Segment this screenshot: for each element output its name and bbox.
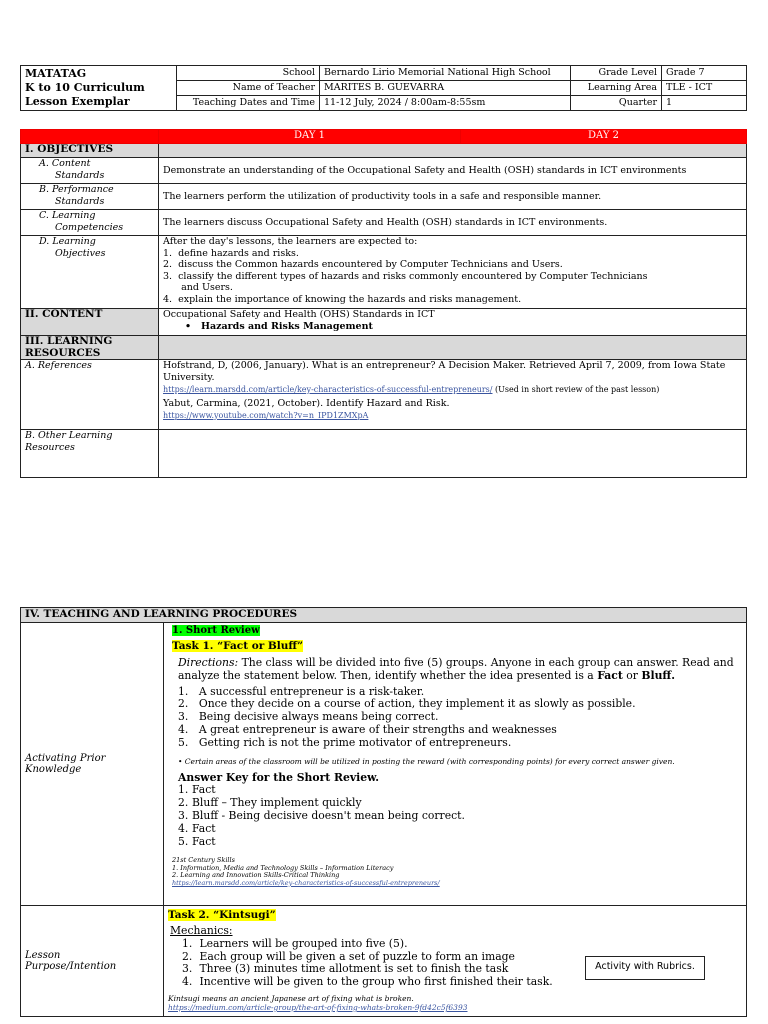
mechanics-item: 2. Each group will be given a set of puzzle to form an image	[182, 949, 515, 963]
objectives-label	[21, 236, 159, 309]
statement-text: Once they decide on a course of action, they implement it as slowly as possible.	[198, 697, 636, 711]
resources-heading-fill	[159, 336, 747, 360]
label-line: Objectives	[55, 247, 106, 259]
short-review-heading: 1. Short Review	[172, 625, 260, 636]
answer-text: Fact	[192, 821, 216, 835]
directions-body: The class will be divided into five (5) groups. Anyone in each group can answer. Read and analyze the statement below. Then, identify whether the idea presented is a	[178, 656, 734, 682]
label-line: Resources	[25, 441, 75, 453]
performance-standards-label	[21, 184, 159, 210]
mechanics-text: Each group will be given a set of puzzle to form an image	[199, 949, 515, 963]
other-resources-label	[21, 430, 159, 478]
day-header-blank	[21, 130, 159, 144]
short-review-cell	[164, 623, 747, 906]
competencies-label	[21, 210, 159, 236]
answer-item: 1. Fact	[178, 783, 216, 797]
statements-list	[172, 686, 740, 750]
label-line: B. Performance	[39, 184, 114, 195]
mechanics-item: 4. Incentive will be given to the group who first finished their task.	[182, 975, 553, 989]
statement-item: 2. Once they decide on a course of action, they implement it as slowly as possible.	[178, 697, 636, 711]
task2-heading: Task 2. “Kintsugi”	[168, 909, 276, 921]
label-line: B. Other Learning	[25, 430, 113, 441]
content-heading: II. CONTENT	[21, 309, 159, 336]
mechanics-text: Learners will be grouped into five (5).	[199, 936, 408, 950]
reference-1-note: (Used in short review of the past lesson)	[492, 385, 660, 394]
directions-label: Directions:	[178, 656, 239, 669]
label-line: Activating Prior	[25, 753, 106, 764]
day2-header: DAY 2	[461, 130, 747, 144]
label-line: Competencies	[55, 221, 124, 233]
content-bullet	[163, 321, 742, 333]
quarter-label: Quarter	[571, 96, 662, 111]
answer-text: Fact	[192, 783, 216, 797]
objectives-heading-fill	[159, 144, 747, 158]
reference-1-link[interactable]: https://learn.marsdd.com/article/key-characteristics-of-successful-entrepreneurs/	[163, 385, 493, 394]
content-standards-text: Demonstrate an understanding of the Occupational Safety and Health (OSH) standards in ICT environments	[159, 158, 747, 184]
objectives-intro: After the day's lessons, the learners are expected to:	[163, 236, 418, 247]
bullet-icon: •	[185, 320, 201, 332]
skills-item: 1. Information, Media and Technology Skills – Information Literacy	[172, 863, 394, 872]
brand-line-2: K to 10 Curriculum	[25, 81, 145, 94]
label-line: Purpose/Intention	[25, 961, 117, 972]
objectives-heading: I. OBJECTIVES	[21, 144, 159, 158]
objective-item: 4. explain the importance of knowing the hazards and risks management.	[163, 293, 522, 305]
label-line: D. Learning	[39, 236, 96, 247]
answer-text: Bluff - Being decisive doesn't mean being correct.	[192, 808, 465, 822]
bluff-word: Bluff.	[641, 668, 676, 682]
references-label: A. References	[21, 360, 159, 430]
brand-line-1: MATATAG	[25, 67, 87, 80]
task1-heading: Task 1. “Fact or Bluff”	[172, 640, 304, 652]
mechanics-item: 1. Learners will be grouped into five (5).	[182, 936, 408, 950]
answer-key-title: Answer Key for the Short Review.	[178, 770, 380, 784]
reference-2-link[interactable]: https://www.youtube.com/watch?v=n_IPD1ZMXpA	[163, 410, 369, 420]
answer-item: 2. Bluff – They implement quickly	[178, 796, 362, 810]
procedures-heading: IV. TEACHING AND LEARNING PROCEDURES	[21, 608, 747, 623]
kintsugi-note: Kintsugi means an ancient Japanese art of fixing what is broken.	[168, 993, 414, 1003]
rubrics-box: Activity with Rubrics.	[585, 956, 705, 980]
objective-item: 1. define hazards and risks.	[163, 247, 299, 259]
mechanics-text: Three (3) minutes time allotment is set to finish the task	[199, 962, 509, 976]
dates-value: 11-12 July, 2024 / 8:00am-8:55sm	[320, 96, 571, 111]
skills-block	[172, 857, 740, 887]
lesson-purpose-label	[21, 906, 164, 1017]
answer-text: Fact	[192, 834, 216, 848]
grade-value: Grade 7	[662, 66, 747, 81]
school-value: Bernardo Lirio Memorial National High School	[320, 66, 571, 81]
school-label: School	[177, 66, 320, 81]
content-bullet-text: Hazards and Risks Management	[201, 320, 373, 332]
resources-heading: III. LEARNING RESOURCES	[21, 336, 159, 360]
answer-item: 4. Fact	[178, 821, 216, 835]
statement-text: A successful entrepreneur is a risk-taker.	[198, 684, 425, 698]
label-line: Standards	[55, 195, 105, 207]
content-standards-label	[21, 158, 159, 184]
answer-item: 3. Bluff - Being decisive doesn't mean being correct.	[178, 808, 465, 822]
competencies-text: The learners discuss Occupational Safety and Health (OSH) standards in ICT environments.	[159, 210, 747, 236]
other-resources-text	[159, 430, 747, 478]
performance-standards-text: The learners perform the utilization of productivity tools in a safe and responsible manner.	[159, 184, 747, 210]
kintsugi-link[interactable]: https://medium.com/article-group/the-art-of-fixing-whats-broken-9fd42c5f6393	[168, 1002, 468, 1012]
references-text	[159, 360, 747, 430]
exemplar-title	[21, 66, 177, 111]
objectives-text	[159, 236, 747, 309]
statement-text: Being decisive always means being correct.	[198, 710, 439, 724]
objective-item: 2. discuss the Common hazards encountered by Computer Technicians and Users.	[163, 259, 563, 270]
fact-word: Fact	[597, 668, 623, 682]
answer-list	[172, 784, 740, 848]
statement-text: A great entrepreneur is aware of their strengths and weaknesses	[198, 722, 557, 736]
content-line: Occupational Safety and Health (OHS) Standards in ICT	[163, 309, 435, 320]
statement-item: 3. Being decisive always means being correct.	[178, 710, 439, 724]
statement-item: 1. A successful entrepreneur is a risk-taker.	[178, 684, 425, 698]
label-line: Standards	[55, 169, 105, 181]
answer-text: Bluff – They implement quickly	[192, 796, 362, 810]
answer-item: 5. Fact	[178, 834, 216, 848]
reference-1: Hofstrand, D, (2006, January). What is an entrepreneur? A Decision Maker. Retrieved April 7, 2009, from Iowa State University.	[163, 360, 726, 383]
mechanics-label: Mechanics:	[170, 924, 233, 937]
reward-note: • Certain areas of the classroom will be utilized in posting the reward (with corresponding points) for every correct answer given.	[178, 756, 675, 766]
brand-line-3: Lesson Exemplar	[25, 95, 130, 108]
grade-label: Grade Level	[571, 66, 662, 81]
area-label: Learning Area	[571, 81, 662, 96]
statement-text: Getting rich is not the prime motivator of entrepreneurs.	[198, 735, 512, 749]
objective-item: 3. classify the different types of hazards and risks commonly encountered by Computer Technicians	[163, 270, 648, 282]
teacher-label: Name of Teacher	[177, 81, 320, 96]
day1-header: DAY 1	[159, 130, 461, 144]
activating-prior-knowledge-label	[21, 623, 164, 906]
label-line: Knowledge	[25, 764, 82, 775]
or-word: or	[622, 668, 642, 682]
objective-item: and Users.	[163, 282, 233, 293]
lesson-header-table	[20, 65, 747, 111]
area-value: TLE - ICT	[662, 81, 747, 96]
label-line: C. Learning	[39, 210, 96, 221]
statement-item: 4. A great entrepreneur is aware of their strengths and weaknesses	[178, 722, 557, 736]
skills-title: 21st Century Skills	[172, 856, 235, 865]
teacher-value: MARITES B. GUEVARRA	[320, 81, 571, 96]
dates-label: Teaching Dates and Time	[177, 96, 320, 111]
directions-text	[172, 657, 740, 683]
skills-link[interactable]: https://learn.marsdd.com/article/key-characteristics-of-successful-entrepreneurs/	[172, 878, 440, 887]
lesson-plan-table	[20, 129, 747, 478]
skills-item: 2. Learning and Innovation Skills-Critical Thinking	[172, 871, 340, 880]
quarter-value: 1	[662, 96, 747, 111]
statement-item: 5. Getting rich is not the prime motivator of entrepreneurs.	[178, 735, 512, 749]
label-line: Lesson	[25, 950, 61, 961]
content-text	[159, 309, 747, 336]
reference-2: Yabut, Carmina, (2021, October). Identify Hazard and Risk.	[163, 398, 450, 409]
label-line: A. Content	[39, 158, 91, 169]
day-header-row	[21, 130, 747, 144]
mechanics-item: 3. Three (3) minutes time allotment is set to finish the task	[182, 962, 509, 976]
mechanics-text: Incentive will be given to the group who first finished their task.	[199, 975, 553, 989]
